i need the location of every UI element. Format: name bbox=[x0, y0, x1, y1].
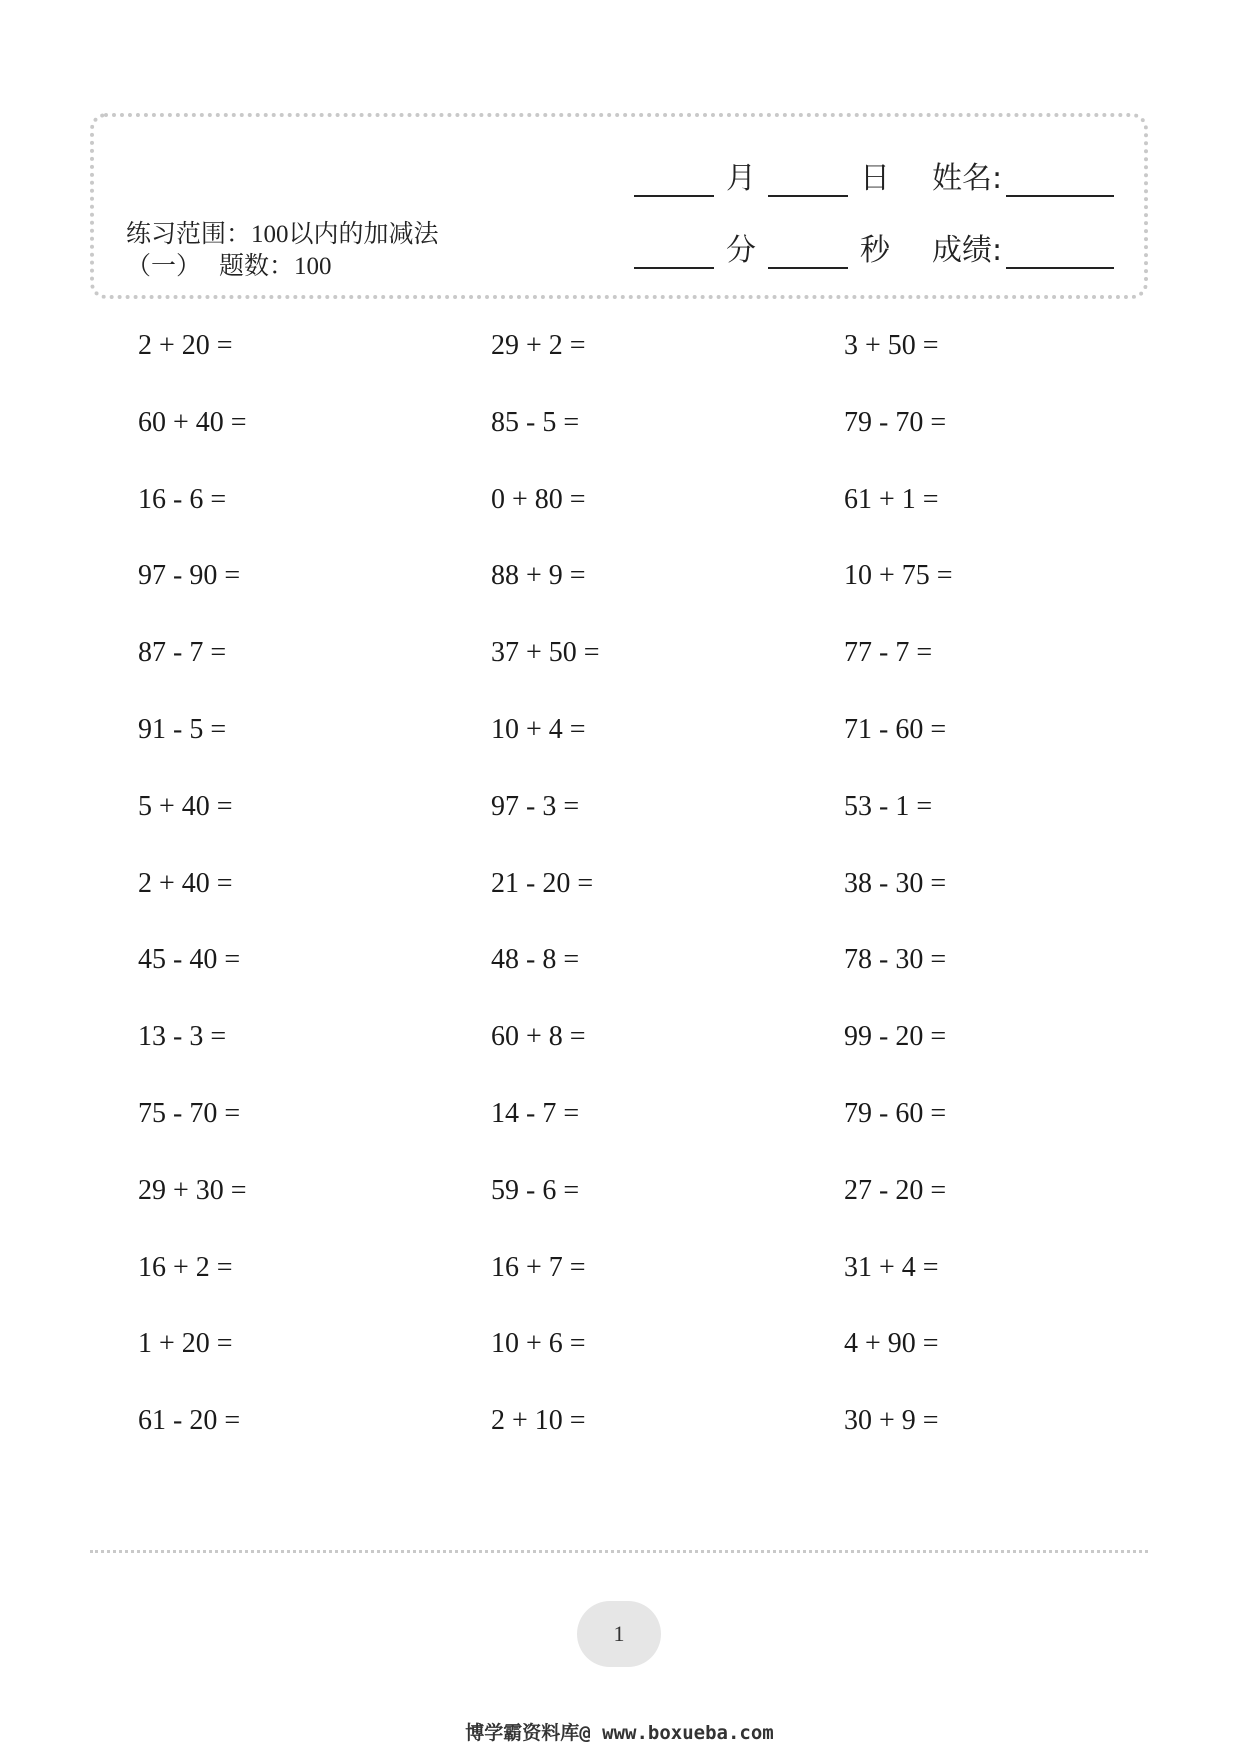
name-blank[interactable] bbox=[1006, 161, 1114, 197]
problem-item: 87 - 7 = bbox=[138, 637, 227, 669]
problem-item: 37 + 50 = bbox=[491, 637, 600, 669]
problem-item: 88 + 9 = bbox=[491, 560, 586, 592]
problem-item: 16 + 7 = bbox=[491, 1251, 586, 1283]
problem-item: 21 - 20 = bbox=[491, 867, 594, 899]
problem-item: 99 - 20 = bbox=[844, 1021, 947, 1053]
problem-item: 10 + 6 = bbox=[491, 1328, 586, 1360]
count-label: 题数：100 bbox=[219, 253, 332, 280]
problem-item: 30 + 9 = bbox=[844, 1405, 939, 1437]
problem-item: 5 + 40 = bbox=[138, 790, 233, 822]
range-sub: （一） bbox=[126, 253, 202, 280]
problem-item: 0 + 80 = bbox=[491, 483, 586, 515]
problem-item: 61 + 1 = bbox=[844, 483, 939, 515]
header-box bbox=[90, 113, 1148, 299]
problem-item: 71 - 60 = bbox=[844, 713, 947, 745]
score-blank[interactable] bbox=[1006, 233, 1114, 269]
name-label: 姓名: bbox=[932, 161, 1003, 196]
problem-item: 14 - 7 = bbox=[491, 1097, 580, 1129]
problem-item: 91 - 5 = bbox=[138, 713, 227, 745]
range-sub-line bbox=[126, 251, 439, 283]
second-blank[interactable] bbox=[768, 233, 848, 269]
problem-item: 60 + 40 = bbox=[138, 406, 247, 438]
problem-item: 79 - 60 = bbox=[844, 1097, 947, 1129]
problem-item: 79 - 70 = bbox=[844, 406, 947, 438]
problem-item: 13 - 3 = bbox=[138, 1021, 227, 1053]
problem-item: 38 - 30 = bbox=[844, 867, 947, 899]
problem-item: 10 + 75 = bbox=[844, 560, 953, 592]
problem-item: 85 - 5 = bbox=[491, 406, 580, 438]
problem-item: 31 + 4 = bbox=[844, 1251, 939, 1283]
month-blank[interactable] bbox=[634, 161, 714, 197]
range-label: 练习范围：100以内的加减法 bbox=[126, 221, 439, 248]
month-label: 月 bbox=[726, 161, 756, 196]
footer-watermark: 博学霸资料库@ www.boxueba.com bbox=[465, 1722, 774, 1744]
problem-item: 3 + 50 = bbox=[844, 330, 939, 361]
problem-item: 2 + 10 = bbox=[491, 1405, 586, 1437]
problem-item: 97 - 3 = bbox=[491, 790, 580, 822]
problem-item: 75 - 70 = bbox=[138, 1097, 241, 1129]
bottom-divider bbox=[90, 1550, 1148, 1553]
problem-item: 2 + 40 = bbox=[138, 867, 233, 899]
problem-item: 78 - 30 = bbox=[844, 944, 947, 976]
problem-item: 4 + 90 = bbox=[844, 1328, 939, 1360]
minute-label: 分 bbox=[726, 233, 756, 268]
problem-item: 61 - 20 = bbox=[138, 1405, 241, 1437]
second-label: 秒 bbox=[860, 233, 890, 268]
problem-item: 2 + 20 = bbox=[138, 330, 233, 361]
day-label: 日 bbox=[860, 161, 890, 196]
problem-item: 48 - 8 = bbox=[491, 944, 580, 976]
problem-item: 45 - 40 = bbox=[138, 944, 241, 976]
problem-grid bbox=[138, 326, 1188, 1478]
score-label: 成绩: bbox=[932, 233, 1003, 268]
problem-item: 60 + 8 = bbox=[491, 1021, 586, 1053]
range-info bbox=[126, 219, 439, 283]
minute-blank[interactable] bbox=[634, 233, 714, 269]
problem-item: 16 + 2 = bbox=[138, 1251, 233, 1283]
problem-item: 29 + 30 = bbox=[138, 1174, 247, 1206]
day-blank[interactable] bbox=[768, 161, 848, 197]
problem-item: 10 + 4 = bbox=[491, 713, 586, 745]
problem-item: 59 - 6 = bbox=[491, 1174, 580, 1206]
problem-item: 77 - 7 = bbox=[844, 637, 933, 669]
problem-item: 1 + 20 = bbox=[138, 1328, 233, 1360]
problem-item: 53 - 1 = bbox=[844, 790, 933, 822]
problem-item: 16 - 6 = bbox=[138, 483, 227, 515]
problem-item: 27 - 20 = bbox=[844, 1174, 947, 1206]
problem-item: 97 - 90 = bbox=[138, 560, 241, 592]
time-score-row bbox=[634, 225, 1114, 269]
page-number: 1 bbox=[577, 1601, 661, 1667]
problem-item: 29 + 2 = bbox=[491, 330, 586, 361]
date-name-row bbox=[634, 153, 1114, 197]
